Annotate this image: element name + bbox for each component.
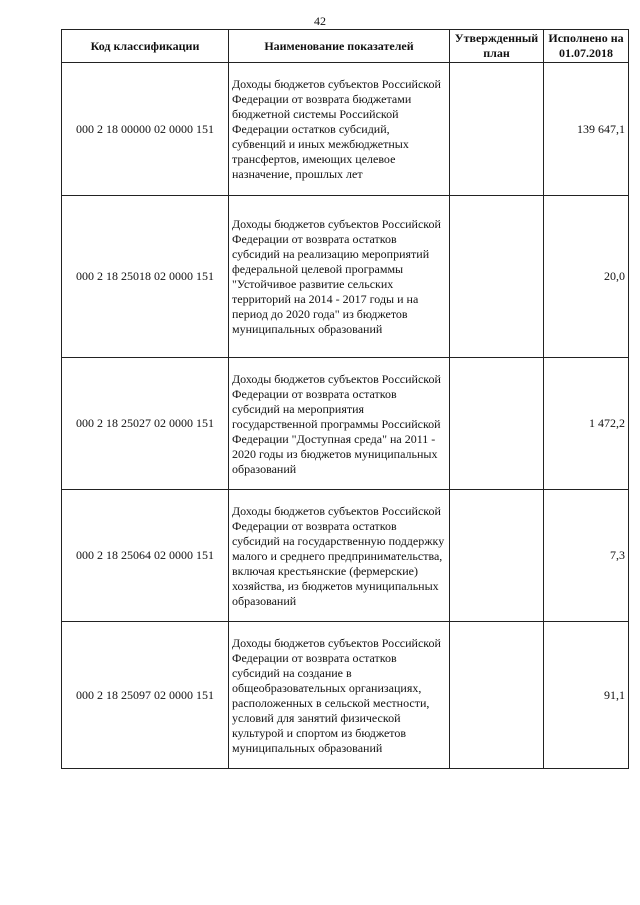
row-done: 1 472,2	[544, 358, 629, 490]
row-done: 20,0	[544, 196, 629, 358]
table-row	[62, 358, 629, 490]
row-done: 139 647,1	[544, 63, 629, 196]
table-row	[62, 622, 629, 769]
budget-table	[61, 29, 629, 769]
row-name: Доходы бюджетов субъектов Российской Федерации от возврата остатков субсидий на государственную поддержку малого и среднего предпринимательства, включая крестьянские (фермерские) хозяйства, из бюджетов муниципальных образований	[229, 490, 450, 622]
table-header-row	[62, 30, 629, 63]
row-plan	[450, 63, 544, 196]
row-name: Доходы бюджетов субъектов Российской Федерации от возврата остатков субсидий на создание в общеобразовательных организациях, расположенных в сельской местности, условий для занятий физической культурой и спортом из бюджетов муниципальных образований	[229, 622, 450, 769]
row-done: 91,1	[544, 622, 629, 769]
row-name: Доходы бюджетов субъектов Российской Федерации от возврата остатков субсидий на реализацию мероприятий федеральной целевой программы "Устойчивое развитие сельских территорий на 2014 - 2017 годы и на период до 2020 года" из бюджетов муниципальных образований	[229, 196, 450, 358]
row-code: 000 2 18 25064 02 0000 151	[62, 490, 229, 622]
row-code: 000 2 18 25018 02 0000 151	[62, 196, 229, 358]
table-row	[62, 196, 629, 358]
row-plan	[450, 358, 544, 490]
page-number: 42	[314, 14, 326, 28]
row-code: 000 2 18 25097 02 0000 151	[62, 622, 229, 769]
header-name: Наименование показателей	[229, 30, 450, 63]
row-name: Доходы бюджетов субъектов Российской Федерации от возврата остатков субсидий на мероприятия государственной программы Российской Федерации "Доступная среда" на 2011 - 2020 годы из бюджетов муниципальных образований	[229, 358, 450, 490]
row-code: 000 2 18 25027 02 0000 151	[62, 358, 229, 490]
row-plan	[450, 622, 544, 769]
header-code: Код классификации	[62, 30, 229, 63]
header-done: Исполнено на 01.07.2018	[544, 30, 629, 63]
table-row	[62, 490, 629, 622]
row-plan	[450, 196, 544, 358]
row-code: 000 2 18 00000 02 0000 151	[62, 63, 229, 196]
row-plan	[450, 490, 544, 622]
row-name: Доходы бюджетов субъектов Российской Федерации от возврата бюджетами бюджетной системы Российской Федерации остатков субсидий, субвенций и иных межбюджетных трансфертов, имеющих целевое назначение, прошлых лет	[229, 63, 450, 196]
header-plan: Утвержденный план	[450, 30, 544, 63]
table-row	[62, 63, 629, 196]
row-done: 7,3	[544, 490, 629, 622]
